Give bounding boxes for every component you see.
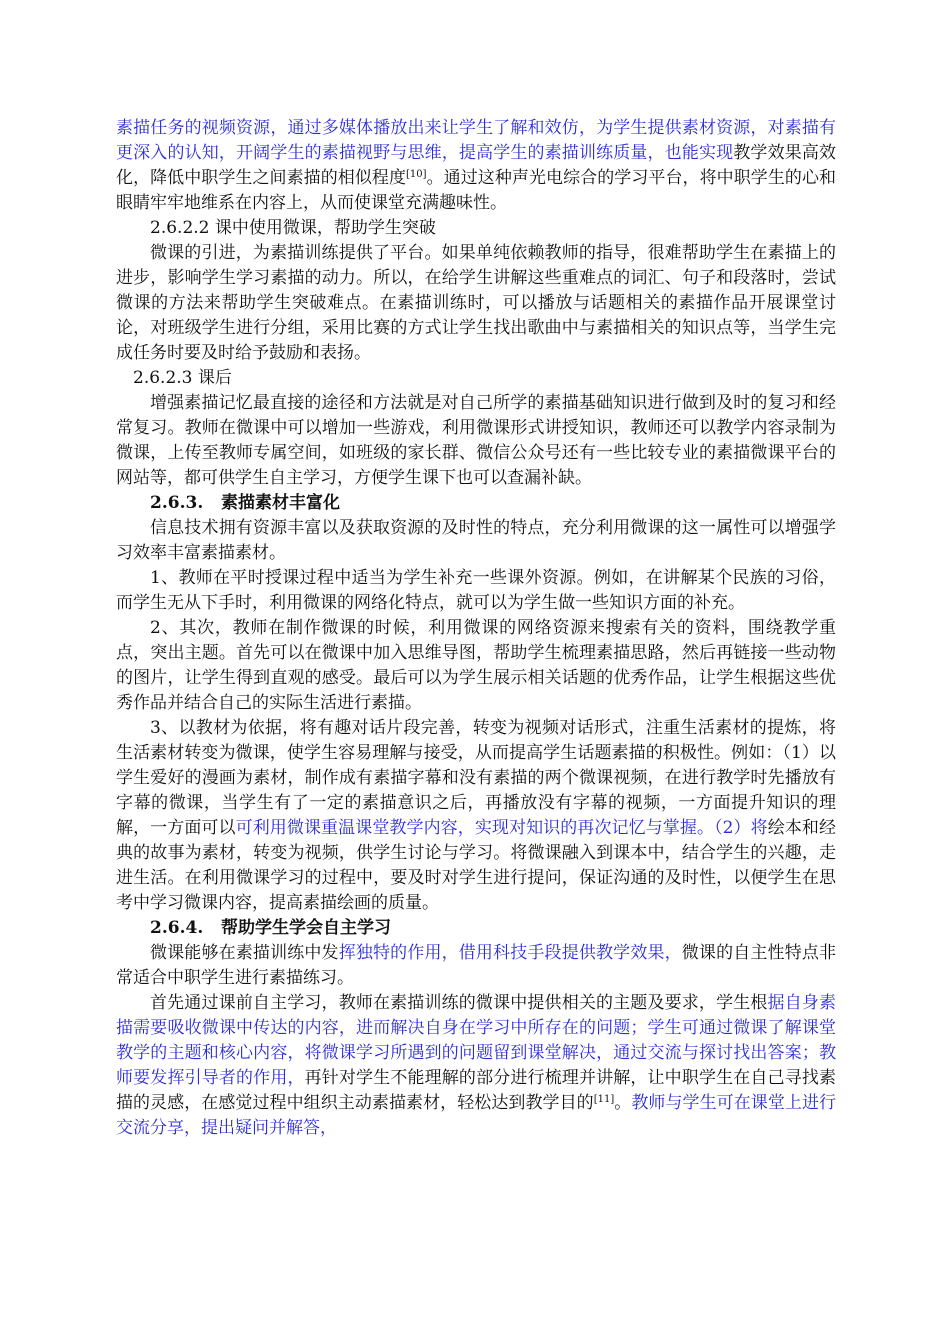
- paragraph-3: 增强素描记忆最直接的途径和方法就是对自己所学的素描基础知识进行做到及时的复习和经常复习。教师在微课中可以增加一些游戏，利用微课形式讲授知识，教师还可以教学内容录制为微课，上传至教师专属空间，如班级的家长群、微信公众号还有一些比较专业的素描微课平台的网站等，都可供学生自主学习，方便学生课下也可以查漏补缺。: [116, 393, 836, 488]
- subheading-2-6-2-2: 2.6.2.2 课中使用微课，帮助学生突破: [150, 218, 436, 238]
- text-run: 再针对学生不能理解的部分进行梳理并讲解，让中职学生在自己寻找素描的灵感，在感觉过程中组织主动素描素材，轻松达到教学目的: [116, 1068, 836, 1113]
- paragraph-7: [116, 716, 836, 916]
- text-run: 绘本和经典的故事为素材，转变为视频，供学生讨论与学习。将微课融入到课本中，结合学生的兴趣，走进生活。在利用微课学习的过程中，要及时对学生进行提问，保证沟通的及时性，以便学生在思考中学习微课内容，提高素描绘画的质量。: [116, 818, 837, 913]
- paragraph-1: [116, 116, 836, 216]
- paragraph-5: 1、教师在平时授课过程中适当为学生补充一些课外资源。例如，在讲解某个民族的习俗，而学生无从下手时，利用微课的网络化特点，就可以为学生做一些知识方面的补充。: [116, 568, 836, 613]
- highlighted-text: 挥独特的作用，借用科技手段提供教学效果，: [338, 943, 682, 963]
- paragraph-9: [116, 991, 836, 1141]
- text-run: 微课的自主性特点非常适合中职学生进行素描练习。: [116, 943, 837, 988]
- text-run: 首先通过课前自主学习，教师在素描训练的微课中提供相关的主题及要求，学生根: [150, 993, 768, 1013]
- paragraph-2: 微课的引进，为素描训练提供了平台。如果单纯依赖教师的指导，很难帮助学生在素描上的进步，影响学生学习素描的动力。所以，在给学生讲解这些重难点的词汇、句子和段落时，尝试微课的方法来帮助学生突破难点。在素描训练时，可以播放与话题相关的素描作品开展课堂讨论，对班级学生进行分组，采用比赛的方式让学生找出歌曲中与素描相关的知识点等，当学生完成任务时要及时给予鼓励和表扬。: [116, 243, 836, 363]
- heading-2-6-4: 2.6.4. 帮助学生学会自主学习: [150, 918, 391, 938]
- text-run: 。: [614, 1093, 632, 1113]
- text-run: 。通过这种声光电综合的学习平台，将中职学生的心和眼睛牢牢地维系在内容上，从而使课堂充满趣味性。: [116, 168, 837, 213]
- heading-2-6-3: 2.6.3. 素描素材丰富化: [150, 493, 340, 513]
- text-run: 教学效果高效化，降低中职学生之间素描的相似程度: [116, 143, 837, 188]
- paragraph-6: 2、其次，教师在制作微课的时候，利用微课的网络资源来搜索有关的资料，围绕教学重点，突出主题。首先可以在微课中加入思维导图，帮助学生梳理素描思路，然后再链接一些动物的图片，让学生得到直观的感受。最后可以为学生展示相关话题的优秀作品，让学生根据这些优秀作品并结合自己的实际生活进行素描。: [116, 618, 836, 713]
- body-text: [116, 116, 836, 1141]
- highlighted-text: 可利用微课重温课堂教学内容，实现对知识的再次记忆与掌握。（2）将: [235, 818, 768, 838]
- highlighted-text: 素描任务的视频资源，通过多媒体播放出来让学生了解和效仿，为学生提供素材资源，对素描有更深入的认知，开阔学生的素描视野与思维，提高学生的素描训练质量，也能实现: [116, 118, 836, 163]
- highlighted-text: 据自身素描需要吸收微课中传达的内容，进而解决自身在学习中所存在的问题；学生可通过微课了解课堂教学的主题和核心内容，将微课学习所遇到的问题留到课堂解决，通过交流与探讨找出答案；教师要发挥引导者的作用，: [116, 993, 837, 1088]
- paragraph-8: [116, 941, 836, 991]
- paragraph-4: 信息技术拥有资源丰富以及获取资源的及时性的特点，充分利用微课的这一属性可以增强学习效率丰富素描素材。: [116, 518, 836, 563]
- citation-10: [10]: [406, 169, 427, 180]
- text-run: 3、以教材为依据，将有趣对话片段完善，转变为视频对话形式，注重生活素材的提炼，将生活素材转变为微课，使学生容易理解与接受，从而提高学生话题素描的积极性。例如：（1）以学生爱好的漫画为素材，制作成有素描字幕和没有素描的两个微课视频，在进行教学时先播放有字幕的微课，当学生有了一定的素描意识之后，再播放没有字幕的视频，一方面提升知识的理解，一方面可以: [116, 718, 836, 838]
- text-run: 微课能够在素描训练中发: [150, 943, 339, 963]
- citation-11: [11]: [593, 1094, 615, 1105]
- highlighted-text: 教师与学生可在课堂上进行交流分享，提出疑问并解答，: [116, 1093, 837, 1138]
- subheading-2-6-2-3: 2.6.2.3 课后: [133, 368, 232, 388]
